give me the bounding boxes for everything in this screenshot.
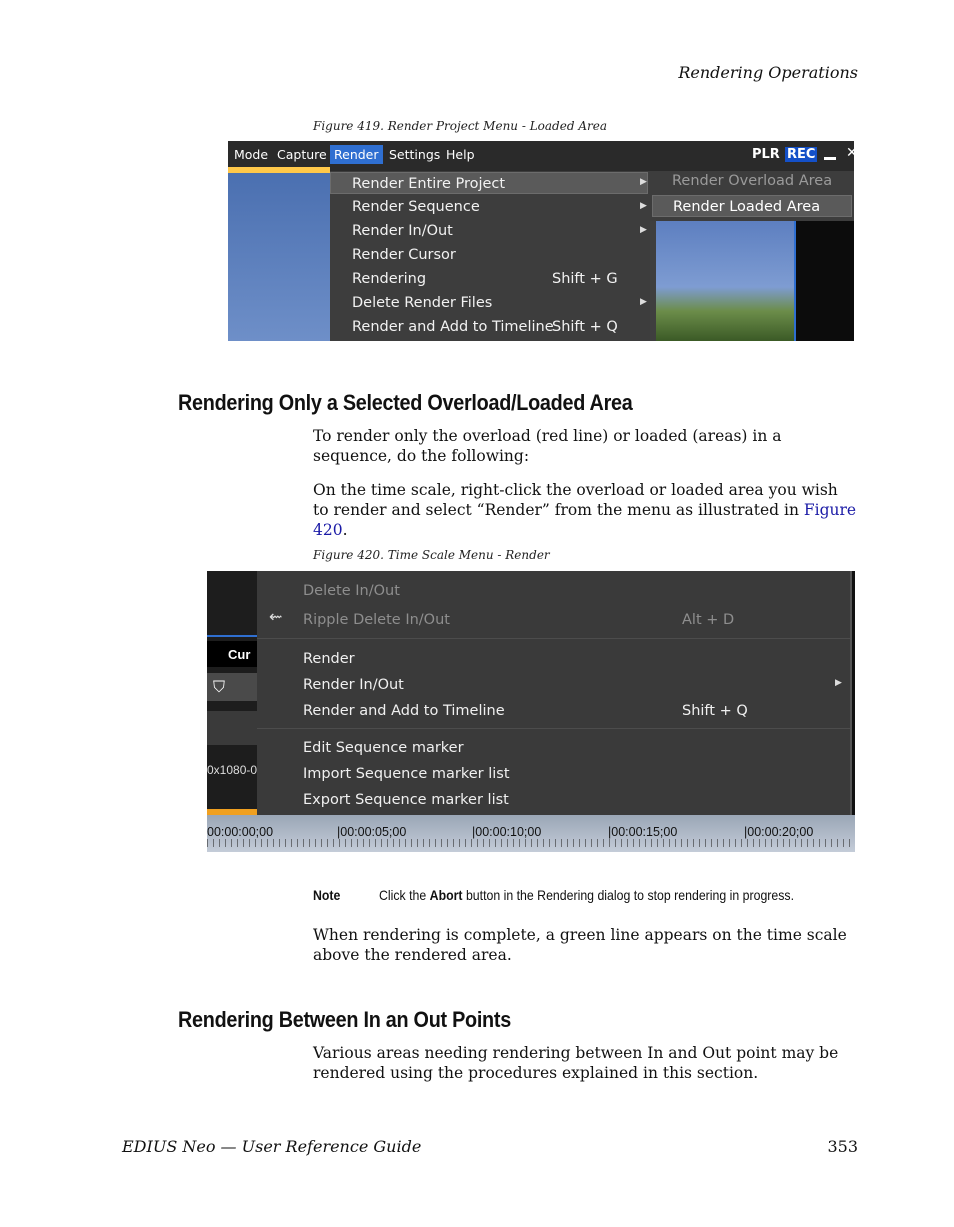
timecode-label: 00:00:00;00 bbox=[207, 825, 274, 839]
footer-title: EDIUS Neo — User Reference Guide bbox=[122, 1137, 422, 1156]
menu-item-render-in-out[interactable]: Render In/Out bbox=[303, 677, 404, 693]
menu-settings[interactable]: Settings bbox=[389, 147, 441, 162]
running-header: Rendering Operations bbox=[678, 63, 858, 82]
render-dropdown-menu bbox=[330, 171, 650, 341]
timecode-value: 00:00:10;00 bbox=[475, 825, 542, 839]
note-text-end: button in the Rendering dialog to stop rendering in progress. bbox=[462, 887, 795, 903]
timecode-label: |00:00:05;00 bbox=[337, 825, 407, 839]
marker-icon[interactable]: ⛉ bbox=[213, 677, 226, 696]
timecode-value: 00:00:05;00 bbox=[340, 825, 407, 839]
figure-420-screenshot bbox=[207, 571, 855, 852]
figure-419-screenshot bbox=[228, 141, 858, 341]
submenu-item-render-overload-area: Render Overload Area bbox=[672, 173, 833, 189]
menu-help[interactable]: Help bbox=[446, 147, 475, 162]
time-scale-context-menu bbox=[257, 571, 852, 815]
figure-420-caption: Figure 420. Time Scale Menu - Render bbox=[313, 548, 550, 562]
timecode-label: |00:00:20;00 bbox=[744, 825, 814, 839]
submenu-arrow-icon: ▶ bbox=[640, 225, 647, 235]
menu-item-ripple-delete: Ripple Delete In/Out bbox=[303, 612, 450, 628]
menu-capture[interactable]: Capture bbox=[277, 147, 327, 162]
note-text-start: Click the bbox=[379, 887, 430, 903]
ripple-delete-icon: ⇜ bbox=[269, 607, 283, 626]
figure-419-caption: Figure 419. Render Project Menu - Loaded Area bbox=[313, 119, 607, 133]
menu-item-edit-sequence-marker[interactable]: Edit Sequence marker bbox=[303, 740, 464, 756]
preview-photo bbox=[656, 221, 794, 341]
paragraph-green-line: When rendering is complete, a green line appears on the time scale above the rendered area. bbox=[313, 926, 847, 964]
menu-item-delete-in-out: Delete In/Out bbox=[303, 583, 400, 599]
submenu-arrow-icon: ▶ bbox=[835, 678, 842, 688]
preview-top-strip bbox=[228, 167, 330, 173]
shortcut-ripple-delete: Alt + D bbox=[682, 612, 735, 628]
window-right-edge bbox=[852, 571, 855, 815]
plr-label[interactable]: PLR bbox=[752, 147, 780, 162]
track-strip bbox=[207, 711, 257, 745]
note-text bbox=[379, 887, 794, 903]
menu-item-delete-render-files[interactable]: Delete Render Files bbox=[352, 295, 493, 311]
timecode-label: |00:00:10;00 bbox=[472, 825, 542, 839]
preview-border bbox=[794, 221, 796, 341]
menu-item-render-sequence[interactable]: Render Sequence bbox=[352, 199, 480, 215]
shortcut-render-add-timeline: Shift + Q bbox=[552, 319, 618, 335]
minimize-icon[interactable] bbox=[824, 157, 836, 160]
time-scale-ticks bbox=[207, 839, 855, 847]
menu-item-render[interactable]: Render bbox=[303, 651, 355, 667]
menu-item-import-marker-list[interactable]: Import Sequence marker list bbox=[303, 766, 510, 782]
section-heading-overload-loaded: Rendering Only a Selected Overload/Loaded Area bbox=[178, 390, 633, 415]
timecode-value: 00:00:20;00 bbox=[747, 825, 814, 839]
menu-mode[interactable]: Mode bbox=[234, 147, 269, 162]
menu-separator bbox=[257, 638, 850, 639]
resolution-label: 0x1080-0 bbox=[207, 763, 258, 777]
menu-separator bbox=[257, 728, 850, 729]
preview-sky bbox=[228, 171, 330, 341]
note-abort-word: Abort bbox=[429, 887, 463, 903]
submenu-arrow-icon: ▶ bbox=[640, 297, 647, 307]
menu-item-render-in-out[interactable]: Render In/Out bbox=[352, 223, 453, 239]
rec-label[interactable]: REC bbox=[787, 147, 816, 162]
section-heading-in-out-points: Rendering Between In an Out Points bbox=[178, 1007, 511, 1032]
menu-item-rendering[interactable]: Rendering bbox=[352, 271, 427, 287]
shortcut-rendering: Shift + G bbox=[552, 271, 618, 287]
render-entire-project-submenu bbox=[650, 171, 854, 221]
note-label: Note bbox=[313, 887, 341, 903]
preview-black-area bbox=[794, 221, 854, 341]
menu-item-render-entire-project[interactable]: Render Entire Project bbox=[330, 172, 648, 194]
submenu-item-render-loaded-area[interactable]: Render Loaded Area bbox=[652, 195, 852, 217]
shortcut-render-add-timeline: Shift + Q bbox=[682, 703, 748, 719]
submenu-arrow-icon: ▶ bbox=[640, 177, 647, 187]
menu-item-render-cursor[interactable]: Render Cursor bbox=[352, 247, 456, 263]
figure-420-link[interactable]: Figure 420 bbox=[313, 501, 857, 539]
menu-item-export-marker-list[interactable]: Export Sequence marker list bbox=[303, 792, 509, 808]
close-icon[interactable]: ✕ bbox=[846, 145, 858, 161]
timecode-label: |00:00:15;00 bbox=[608, 825, 678, 839]
cursor-label: Cur bbox=[228, 647, 251, 662]
paragraph-right-click-text: On the time scale, right-click the overload or loaded area you wish to render and select “Render” from the menu as illustrated in bbox=[313, 481, 838, 519]
page-number: 353 bbox=[827, 1137, 858, 1156]
paragraph-right-click-end: . bbox=[342, 521, 348, 539]
menu-render[interactable]: Render bbox=[330, 145, 383, 164]
timecode-value: 00:00:15;00 bbox=[611, 825, 678, 839]
menu-item-render-add-timeline[interactable]: Render and Add to Timeline bbox=[352, 319, 554, 335]
submenu-arrow-icon: ▶ bbox=[640, 201, 647, 211]
menu-item-render-add-timeline[interactable]: Render and Add to Timeline bbox=[303, 703, 505, 719]
paragraph-in-out: Various areas needing rendering between In and Out point may be rendered using the procedures explained in this section. bbox=[313, 1044, 839, 1082]
paragraph-intro: To render only the overload (red line) or loaded (areas) in a sequence, do the following: bbox=[313, 427, 782, 465]
paragraph-right-click bbox=[313, 480, 858, 540]
timeline-blue-line bbox=[207, 635, 257, 637]
